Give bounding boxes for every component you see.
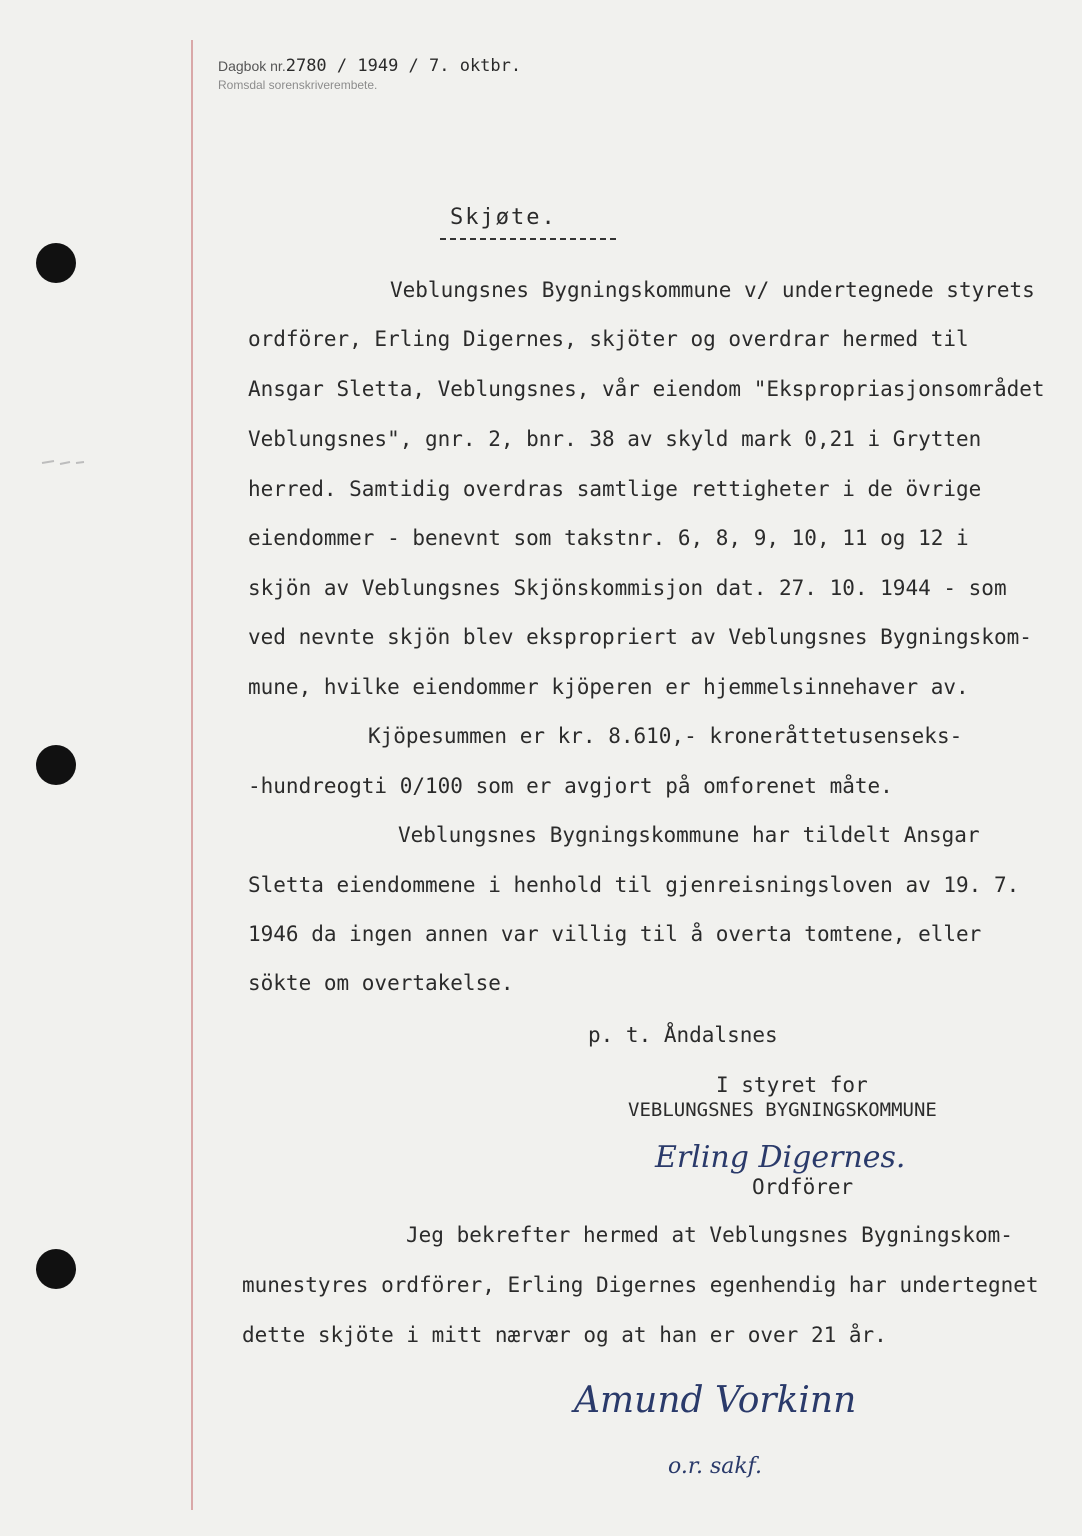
stamp-prefix: Dagbok nr. [218,58,286,74]
body-line: Kjöpesummen er kr. 8.610,- kroneråttetusenseks- [368,724,963,748]
body-line: eiendommer - benevnt som takstnr. 6, 8, 9, 10, 11 og 12 i [248,526,969,550]
body-line: ved nevnte skjön blev ekspropriert av Veblungsnes Bygningskom- [248,625,1032,649]
ink-smudge [40,455,95,469]
title-underline [440,238,616,240]
stamp-office: Romsdal sorenskriverembete. [218,78,378,92]
punch-hole [36,745,76,785]
stamp-entry [218,56,521,76]
body-line: herred. Samtidig overdras samtlige rettigheter i de övrige [248,477,982,501]
body-line: Sletta eiendommene i henhold til gjenreisningsloven av 19. 7. [248,873,1020,897]
signature-role: Ordförer [752,1175,854,1199]
body-line: skjön av Veblungsnes Skjönskommisjon dat. 27. 10. 1944 - som [248,576,1007,600]
punch-hole [36,243,76,283]
stamp-number-date: 2780 / 1949 / 7. oktbr. [285,56,522,76]
punch-hole [36,1249,76,1289]
body-line: Veblungsnes Bygningskommune v/ undertegnede styrets [390,278,1035,302]
body-line: -hundreogti 0/100 som er avgjort på omforenet måte. [248,774,893,798]
confirmation-line: dette skjöte i mitt nærvær og at han er over 21 år. [242,1323,887,1347]
document-title: Skjøte. [450,205,557,230]
place-line: p. t. Åndalsnes [588,1023,778,1047]
body-line: sökte om overtakelse. [248,971,514,995]
body-line: ordförer, Erling Digernes, skjöter og overdrar hermed til [248,327,969,351]
signature-chairman: Erling Digernes. [655,1140,906,1175]
signature-witness: Amund Vorkinn [574,1380,857,1421]
board-name: VEBLUNGSNES BYGNINGSKOMMUNE [628,1099,937,1121]
body-line: Veblungsnes", gnr. 2, bnr. 38 av skyld mark 0,21 i Grytten [248,427,982,451]
body-line: Veblungsnes Bygningskommune har tildelt Ansgar [398,823,980,847]
body-line: Ansgar Sletta, Veblungsnes, vår eiendom "Ekspropriasjonsområdet [248,377,1045,401]
margin-rule [191,40,193,1510]
signature-witness-title: o.r. sakf. [668,1454,763,1479]
confirmation-line: munestyres ordförer, Erling Digernes egenhendig har undertegnet [242,1273,1039,1297]
body-line: 1946 da ingen annen var villig til å overta tomtene, eller [248,922,982,946]
journal-stamp [218,56,618,98]
body-line: mune, hvilke eiendommer kjöperen er hjemmelsinnehaver av. [248,675,969,699]
board-line: I styret for [716,1073,868,1097]
confirmation-line: Jeg bekrefter hermed at Veblungsnes Bygningskom- [406,1223,1013,1247]
